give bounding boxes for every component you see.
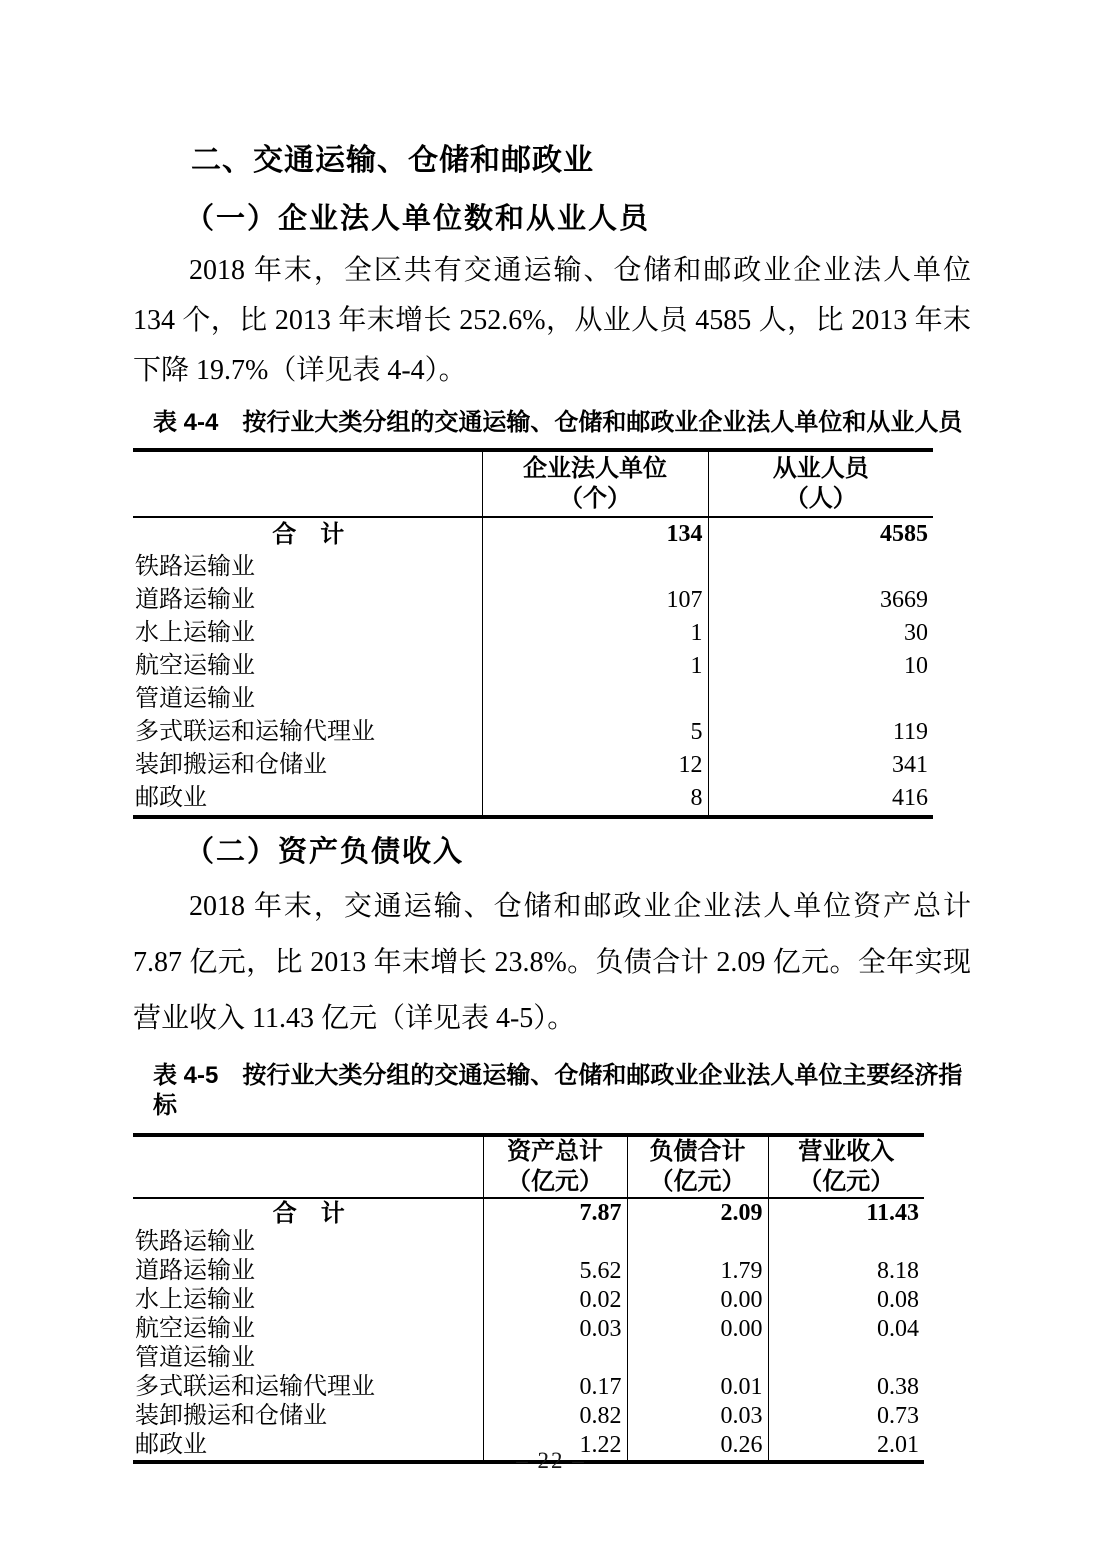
subsection-2-heading: （二）资产负债收入 [185,836,465,868]
header-line2: （个） [559,485,631,512]
cell-units: 1 [482,617,708,650]
header-line1: 企业法人单位 [523,455,667,482]
cell-assets: 7.87 [483,1198,627,1228]
table-row [133,1315,924,1344]
row-label: 管道运输业 [135,686,255,712]
table-4-5-header-revenue [768,1135,924,1198]
cell-assets: 1.22 [483,1431,627,1462]
table-4-5 [133,1133,924,1464]
cell-liabilities: 1.79 [627,1257,768,1286]
row-label: 多式联运和运输代理业 [135,1374,375,1400]
cell-liabilities: 0.00 [627,1286,768,1315]
header-line1: 营业收入 [798,1138,895,1165]
cell-liabilities [627,1344,768,1373]
table-row [133,1402,924,1431]
cell-assets [483,1344,627,1373]
cell-employees: 416 [708,782,933,817]
cell-liabilities: 0.00 [627,1315,768,1344]
row-label: 合 计 [272,521,345,548]
section-heading: 二、交通运输、仓储和邮政业 [191,144,594,177]
table-row [133,1257,924,1286]
table-row [133,1286,924,1315]
table-4-5-header-liabilities [627,1135,768,1198]
cell-liabilities: 0.26 [627,1431,768,1462]
row-label: 装卸搬运和仓储业 [135,1403,327,1429]
cell-assets [483,1228,627,1257]
table-row [133,683,933,716]
row-label: 道路运输业 [135,1258,255,1284]
cell-units: 8 [482,782,708,817]
cell-revenue: 11.43 [768,1198,924,1228]
table-row-total [133,1198,924,1228]
table-4-5-header-row [133,1135,924,1198]
cell-liabilities: 0.01 [627,1373,768,1402]
cell-employees: 3669 [708,584,933,617]
header-line2: （亿元） [507,1168,603,1195]
header-line1: 资产总计 [507,1138,603,1165]
row-label: 邮政业 [135,1432,207,1458]
cell-assets: 0.02 [483,1286,627,1315]
row-label: 邮政业 [135,785,207,811]
table-row [133,650,933,683]
paragraph-1: 2018 年末，全区共有交通运输、仓储和邮政业企业法人单位 134 个，比 2013 年末增长 252.6%，从业人员 4585 人，比 2013 年末下降 19.7%（详见表 4-4）。 [133,255,971,386]
table-4-5-header-assets [483,1135,627,1198]
cell-assets: 5.62 [483,1257,627,1286]
cell-units: 1 [482,650,708,683]
paragraph-2: 2018 年末，交通运输、仓储和邮政业企业法人单位资产总计 7.87 亿元，比 2013 年末增长 23.8%。负债合计 2.09 亿元。全年实现营业收入 11.43 亿元（详见表 4-5）。 [133,891,971,1034]
cell-units: 107 [482,584,708,617]
row-label: 道路运输业 [135,587,255,613]
table-4-5-caption: 表 4-5 按行业大类分组的交通运输、仓储和邮政业企业法人单位主要经济指标 [153,1062,963,1119]
cell-revenue: 0.73 [768,1402,924,1431]
cell-employees: 341 [708,749,933,782]
row-label: 水上运输业 [135,620,255,646]
cell-employees: 30 [708,617,933,650]
header-line1: 负债合计 [649,1138,746,1165]
row-label: 管道运输业 [135,1345,255,1371]
row-label: 装卸搬运和仓储业 [135,752,327,778]
header-line2: （亿元） [649,1168,746,1195]
cell-liabilities: 2.09 [627,1198,768,1228]
row-label: 多式联运和运输代理业 [135,719,375,745]
cell-liabilities [627,1228,768,1257]
header-line1: 从业人员 [772,455,869,482]
cell-employees: 119 [708,716,933,749]
cell-liabilities: 0.03 [627,1402,768,1431]
cell-revenue [768,1344,924,1373]
table-4-4-header-units [482,450,708,517]
cell-revenue: 0.38 [768,1373,924,1402]
table-4-4 [133,448,933,819]
row-label: 水上运输业 [135,1287,255,1313]
cell-employees [708,683,933,716]
row-label: 铁路运输业 [135,1229,255,1255]
row-label: 航空运输业 [135,1316,255,1342]
cell-revenue: 2.01 [768,1431,924,1462]
table-4-4-caption: 表 4-4 按行业大类分组的交通运输、仓储和邮政业企业法人单位和从业人员 [153,409,963,436]
subsection-1-heading: （一）企业法人单位数和从业人员 [185,203,651,235]
table-4-4-corner-cell [133,450,482,517]
header-line2: （人） [784,485,857,512]
table-row [133,1228,924,1257]
row-label: 航空运输业 [135,653,255,679]
cell-assets: 0.03 [483,1315,627,1344]
document-content [133,0,971,1464]
table-4-4-header-row [133,450,933,517]
table-4-4-header-employees [708,450,933,517]
table-row [133,617,933,650]
cell-employees: 10 [708,650,933,683]
table-row [133,1373,924,1402]
cell-units: 5 [482,716,708,749]
cell-units: 12 [482,749,708,782]
cell-revenue: 0.08 [768,1286,924,1315]
cell-employees: 4585 [708,517,933,551]
table-row-total [133,517,933,551]
cell-revenue: 8.18 [768,1257,924,1286]
table-row [133,782,933,817]
cell-units [482,551,708,584]
table-row [133,749,933,782]
table-4-5-corner-cell [133,1135,483,1198]
cell-revenue: 0.04 [768,1315,924,1344]
cell-assets: 0.82 [483,1402,627,1431]
row-label: 铁路运输业 [135,554,255,580]
table-row [133,551,933,584]
header-line2: （亿元） [798,1168,895,1195]
page-number: – 22 – [516,1448,586,1473]
cell-assets: 0.17 [483,1373,627,1402]
row-label: 合 计 [272,1200,345,1227]
table-row [133,716,933,749]
table-row [133,584,933,617]
table-row [133,1344,924,1373]
cell-units: 134 [482,517,708,551]
cell-employees [708,551,933,584]
cell-revenue [768,1228,924,1257]
cell-units [482,683,708,716]
